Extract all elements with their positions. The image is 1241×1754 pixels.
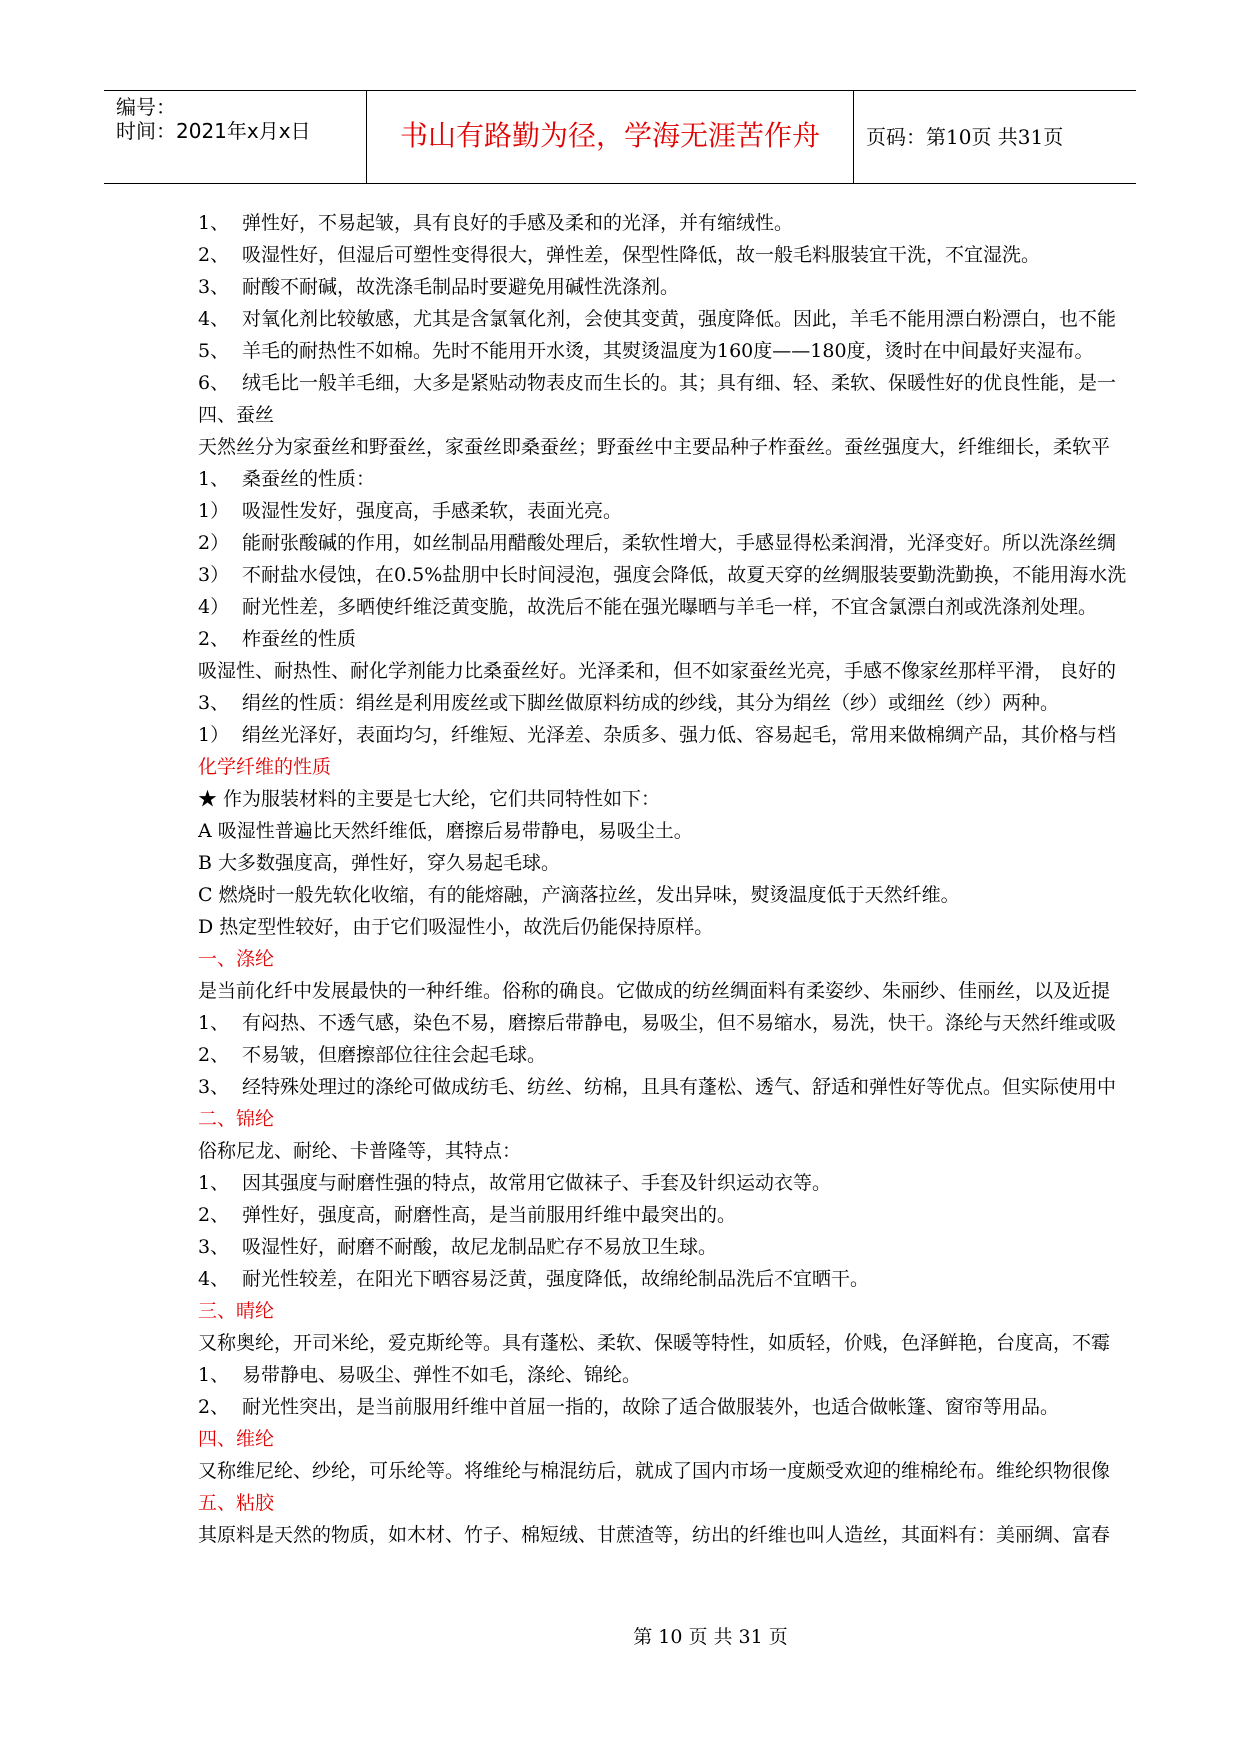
line-text: 五、粘胶 [198, 1492, 275, 1514]
line-text: 一、涤纶 [198, 948, 275, 970]
text-line [198, 242, 1241, 268]
section-heading [198, 1426, 1241, 1452]
line-text: 吸湿性、耐热性、耐化学剂能力比桑蚕丝好。光泽柔和，但不如家蚕丝光亮，手感不像家丝那样平滑， 良好的 [198, 660, 1117, 682]
page-footer: 第 10 页 共 31 页 [633, 1626, 788, 1648]
text-line [198, 306, 1241, 332]
page-number-label: 页码：第10页 共31页 [866, 125, 1064, 149]
list-number: 3、 [198, 276, 230, 298]
line-text: 有闷热、不透气感，染色不易，磨擦后带静电，易吸尘，但不易缩水，易洗，快干。涤纶与天然纤维或吸 [242, 1012, 1117, 1034]
line-text: 能耐张酸碱的作用，如丝制品用醋酸处理后，柔软性增大，手感显得松柔润滑，光泽变好。所以洗涤丝绸 [242, 532, 1117, 554]
text-line [198, 1362, 1241, 1388]
document-body [0, 210, 1241, 1570]
line-text: 是当前化纤中发展最快的一种纤维。俗称的确良。它做成的纺丝绸面料有柔姿纱、朱丽纱、佳丽丝，以及近提 [198, 980, 1111, 1002]
list-number: 1、 [198, 468, 230, 490]
line-text: 弹性好，不易起皱，具有良好的手感及柔和的光泽，并有缩绒性。 [242, 212, 794, 234]
line-text: 易带静电、易吸尘、弹性不如毛，涤纶、锦纶。 [242, 1364, 642, 1386]
section-heading [198, 1490, 1241, 1516]
line-text: ★ 作为服装材料的主要是七大纶，它们共同特性如下： [198, 788, 661, 810]
line-text: 吸湿性发好，强度高，手感柔软，表面光亮。 [242, 500, 623, 522]
line-text: C 燃烧时一般先软化收缩，有的能熔融，产滴落拉丝，发出异味，熨烫温度低于天然纤维。 [198, 884, 960, 906]
text-line [198, 818, 1241, 844]
line-text: 其原料是天然的物质，如木材、竹子、棉短绒、甘蔗渣等，纺出的纤维也叫人造丝，其面料有：美丽绸、富春 [198, 1524, 1111, 1546]
line-text: 耐光性突出，是当前服用纤维中首屈一指的，故除了适合做服装外，也适合做帐篷、窗帘等用品。 [242, 1396, 1060, 1418]
line-text: 三、晴纶 [198, 1300, 275, 1322]
text-line [198, 690, 1241, 716]
text-line [198, 530, 1241, 556]
text-line [198, 914, 1241, 940]
line-text: 不易皱，但磨擦部位往往会起毛球。 [242, 1044, 547, 1066]
text-line [198, 1394, 1241, 1420]
line-text: 因其强度与耐磨性强的特点，故常用它做袜子、手套及针织运动衣等。 [242, 1172, 832, 1194]
line-text: 吸湿性好，但湿后可塑性变得很大，弹性差，保型性降低，故一般毛料服装宜干洗，不宜湿洗。 [242, 244, 1041, 266]
text-line [198, 1266, 1241, 1292]
text-line [198, 1042, 1241, 1068]
text-line [198, 1522, 1241, 1548]
header-motto-cell [366, 91, 854, 183]
text-line [198, 338, 1241, 364]
list-number: 1、 [198, 212, 230, 234]
line-text: 四、蚕丝 [198, 404, 275, 426]
list-number: 3、 [198, 1076, 230, 1098]
list-number: 1、 [198, 1364, 230, 1386]
line-text: 耐酸不耐碱，故洗涤毛制品时要避免用碱性洗涤剂。 [242, 276, 680, 298]
text-line [198, 1010, 1241, 1036]
line-text: 绒毛比一般羊毛细，大多是紧贴动物表皮而生长的。其；具有细、轻、柔软、保暖性好的优良性能，是一 [242, 372, 1117, 394]
line-text: 柞蚕丝的性质 [242, 628, 357, 650]
text-line [198, 850, 1241, 876]
list-number: 2、 [198, 1044, 230, 1066]
line-text: 二、锦纶 [198, 1108, 275, 1130]
list-number: 4、 [198, 1268, 230, 1290]
list-number: 1） [198, 724, 230, 746]
text-line [198, 882, 1241, 908]
text-line [198, 210, 1241, 236]
line-text: 不耐盐水侵蚀，在0.5%盐朋中长时间浸泡，强度会降低，故夏天穿的丝绸服装要勤洗勤换，不能用海水洗 [242, 564, 1127, 586]
line-text: 俗称尼龙、耐纶、卡普隆等，其特点： [198, 1140, 522, 1162]
line-text: 化学纤维的性质 [198, 756, 332, 778]
list-number: 4） [198, 596, 230, 618]
line-text: 桑蚕丝的性质： [242, 468, 376, 490]
list-number: 2、 [198, 628, 230, 650]
list-number: 3） [198, 564, 230, 586]
section-heading [198, 946, 1241, 972]
section-heading [198, 754, 1241, 780]
list-number: 5、 [198, 340, 230, 362]
line-text: 弹性好，强度高，耐磨性高，是当前服用纤维中最突出的。 [242, 1204, 737, 1226]
list-number: 1、 [198, 1172, 230, 1194]
text-line [198, 498, 1241, 524]
text-line [198, 562, 1241, 588]
line-text: 又称维尼纶、纱纶，可乐纶等。将维纶与棉混纺后，就成了国内市场一度颇受欢迎的维棉纶布。维纶织物很像 [198, 1460, 1111, 1482]
text-line [198, 402, 1241, 428]
motto: 书山有路勤为径，学海无涯苦作舟 [399, 119, 820, 152]
list-number: 2、 [198, 1204, 230, 1226]
list-number: 3、 [198, 1236, 230, 1258]
text-line [198, 1330, 1241, 1356]
header-page-cell [854, 91, 1136, 183]
time-label: 时间：2021年x月x日 [116, 119, 311, 143]
list-number: 1） [198, 500, 230, 522]
text-line [198, 786, 1241, 812]
list-number: 2、 [198, 1396, 230, 1418]
text-line [198, 722, 1241, 748]
number-label: 编号： [116, 95, 176, 119]
line-text: 四、维纶 [198, 1428, 275, 1450]
text-line [198, 978, 1241, 1004]
line-text: 又称奥纶，开司米纶，爱克斯纶等。具有蓬松、柔软、保暖等特性，如质轻，价贱，色泽鲜艳，台度高，不霉 [198, 1332, 1111, 1354]
text-line [198, 626, 1241, 652]
header-info-cell [104, 91, 366, 183]
list-number: 2） [198, 532, 230, 554]
line-text: 吸湿性好，耐磨不耐酸，故尼龙制品贮存不易放卫生球。 [242, 1236, 718, 1258]
line-text: 耐光性差，多晒使纤维泛黄变脆，故洗后不能在强光曝晒与羊毛一样，不宜含氯漂白剂或洗涤剂处理。 [242, 596, 1098, 618]
line-text: 经特殊处理过的涤纶可做成纺毛、纺丝、纺棉，且具有蓬松、透气、舒适和弹性好等优点。但实际使用中 [242, 1076, 1117, 1098]
text-line [198, 370, 1241, 396]
line-text: A 吸湿性普遍比天然纤维低，磨擦后易带静电，易吸尘土。 [198, 820, 693, 842]
text-line [198, 594, 1241, 620]
line-text: D 热定型性较好，由于它们吸湿性小，故洗后仍能保持原样。 [198, 916, 714, 938]
line-text: 绢丝的性质：绢丝是利用废丝或下脚丝做原料纺成的纱线，其分为绢丝（纱）或细丝（纱）两种。 [242, 692, 1060, 714]
section-heading [198, 1298, 1241, 1324]
line-text: 对氧化剂比较敏感，尤其是含氯氧化剂，会使其变黄，强度降低。因此，羊毛不能用漂白粉漂白，也不能 [242, 308, 1117, 330]
text-line [198, 1234, 1241, 1260]
text-line [198, 434, 1241, 460]
text-line [198, 274, 1241, 300]
line-text: 绢丝光泽好，表面均匀，纤维短、光泽差、杂质多、强力低、容易起毛，常用来做棉绸产品，其价格与档 [242, 724, 1117, 746]
text-line [198, 1170, 1241, 1196]
line-text: 天然丝分为家蚕丝和野蚕丝，家蚕丝即桑蚕丝；野蚕丝中主要品种子柞蚕丝。蚕丝强度大，纤维细长，柔软平 [198, 436, 1111, 458]
list-number: 1、 [198, 1012, 230, 1034]
list-number: 2、 [198, 244, 230, 266]
list-number: 6、 [198, 372, 230, 394]
page-header [104, 90, 1136, 184]
text-line [198, 1074, 1241, 1100]
line-text: 羊毛的耐热性不如棉。先时不能用开水烫，其熨烫温度为160度——180度，烫时在中间最好夹湿布。 [242, 340, 1094, 362]
text-line [198, 658, 1241, 684]
text-line [198, 1138, 1241, 1164]
line-text: 耐光性较差，在阳光下晒容易泛黄，强度降低，故绵纶制品洗后不宜晒干。 [242, 1268, 870, 1290]
line-text: B 大多数强度高，弹性好，穿久易起毛球。 [198, 852, 561, 874]
list-number: 3、 [198, 692, 230, 714]
text-line [198, 1202, 1241, 1228]
list-number: 4、 [198, 308, 230, 330]
text-line [198, 466, 1241, 492]
text-line [198, 1458, 1241, 1484]
section-heading [198, 1106, 1241, 1132]
